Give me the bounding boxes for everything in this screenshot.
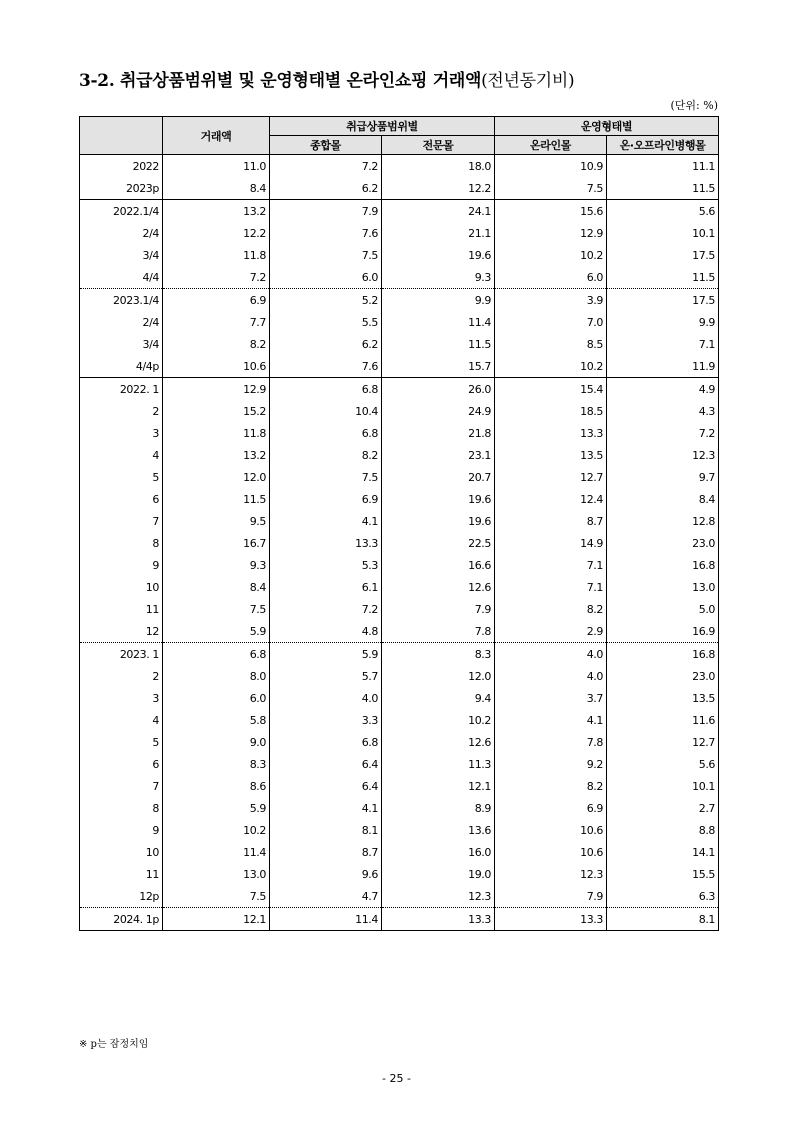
cell-total: 13.0 (163, 863, 270, 885)
cell-online: 8.2 (495, 775, 607, 797)
cell-period: 9 (80, 554, 163, 576)
table-row (80, 333, 719, 355)
cell-period: 2022. 1 (80, 378, 163, 401)
cell-on-offline: 12.3 (607, 444, 719, 466)
cell-specialty: 16.0 (382, 841, 495, 863)
cell-general: 5.9 (270, 643, 382, 666)
cell-total: 7.2 (163, 266, 270, 289)
cell-on-offline: 6.3 (607, 885, 719, 908)
table-row (80, 620, 719, 643)
table-row (80, 466, 719, 488)
cell-general: 7.5 (270, 244, 382, 266)
cell-on-offline: 12.7 (607, 731, 719, 753)
cell-general: 6.8 (270, 378, 382, 401)
cell-on-offline: 10.1 (607, 775, 719, 797)
cell-general: 7.2 (270, 598, 382, 620)
cell-on-offline: 9.9 (607, 311, 719, 333)
cell-general: 5.5 (270, 311, 382, 333)
cell-total: 11.8 (163, 244, 270, 266)
cell-period: 2/4 (80, 222, 163, 244)
cell-online: 2.9 (495, 620, 607, 643)
cell-period: 7 (80, 775, 163, 797)
cell-online: 3.7 (495, 687, 607, 709)
title-sub: (전년동기비) (481, 71, 575, 91)
cell-online: 10.9 (495, 155, 607, 178)
cell-online: 3.9 (495, 289, 607, 312)
table-row (80, 532, 719, 554)
data-table (79, 116, 719, 931)
cell-on-offline: 16.9 (607, 620, 719, 643)
cell-online: 7.0 (495, 311, 607, 333)
cell-total: 10.2 (163, 819, 270, 841)
cell-general: 4.1 (270, 797, 382, 819)
cell-specialty: 7.9 (382, 598, 495, 620)
cell-specialty: 8.3 (382, 643, 495, 666)
table-row (80, 200, 719, 223)
cell-online: 4.0 (495, 665, 607, 687)
cell-on-offline: 7.1 (607, 333, 719, 355)
cell-period: 10 (80, 841, 163, 863)
cell-on-offline: 4.9 (607, 378, 719, 401)
cell-general: 3.3 (270, 709, 382, 731)
cell-total: 8.6 (163, 775, 270, 797)
cell-general: 4.7 (270, 885, 382, 908)
table-row (80, 510, 719, 532)
cell-period: 2022 (80, 155, 163, 178)
cell-online: 7.5 (495, 177, 607, 200)
cell-specialty: 9.3 (382, 266, 495, 289)
header-operation-group: 운영형태별 (495, 117, 719, 136)
cell-specialty: 9.4 (382, 687, 495, 709)
table-row (80, 643, 719, 666)
cell-on-offline: 8.4 (607, 488, 719, 510)
cell-total: 10.6 (163, 355, 270, 378)
cell-on-offline: 13.0 (607, 576, 719, 598)
cell-general: 7.6 (270, 355, 382, 378)
cell-period: 12 (80, 620, 163, 643)
cell-online: 9.2 (495, 753, 607, 775)
cell-specialty: 8.9 (382, 797, 495, 819)
cell-general: 6.2 (270, 177, 382, 200)
cell-specialty: 12.2 (382, 177, 495, 200)
cell-total: 13.2 (163, 444, 270, 466)
header-online: 온라인몰 (495, 136, 607, 155)
cell-online: 10.6 (495, 841, 607, 863)
header-on-offline: 온·오프라인병행몰 (607, 136, 719, 155)
cell-period: 3 (80, 422, 163, 444)
cell-period: 5 (80, 466, 163, 488)
cell-specialty: 9.9 (382, 289, 495, 312)
cell-specialty: 12.6 (382, 731, 495, 753)
table-row (80, 687, 719, 709)
header-period (80, 117, 163, 155)
cell-total: 5.8 (163, 709, 270, 731)
cell-on-offline: 14.1 (607, 841, 719, 863)
table-row (80, 444, 719, 466)
cell-on-offline: 16.8 (607, 643, 719, 666)
table-row (80, 775, 719, 797)
cell-specialty: 12.6 (382, 576, 495, 598)
cell-on-offline: 11.5 (607, 177, 719, 200)
cell-specialty: 19.0 (382, 863, 495, 885)
cell-total: 12.9 (163, 378, 270, 401)
cell-period: 3/4 (80, 333, 163, 355)
table-row (80, 244, 719, 266)
cell-total: 12.1 (163, 908, 270, 931)
cell-on-offline: 8.8 (607, 819, 719, 841)
cell-total: 11.5 (163, 488, 270, 510)
cell-online: 10.6 (495, 819, 607, 841)
cell-total: 5.9 (163, 620, 270, 643)
cell-online: 4.0 (495, 643, 607, 666)
cell-total: 5.9 (163, 797, 270, 819)
cell-on-offline: 15.5 (607, 863, 719, 885)
table-row (80, 908, 719, 931)
cell-online: 10.2 (495, 244, 607, 266)
cell-specialty: 20.7 (382, 466, 495, 488)
cell-on-offline: 4.3 (607, 400, 719, 422)
cell-on-offline: 17.5 (607, 289, 719, 312)
cell-online: 13.3 (495, 422, 607, 444)
cell-on-offline: 16.8 (607, 554, 719, 576)
cell-online: 4.1 (495, 709, 607, 731)
cell-general: 9.6 (270, 863, 382, 885)
cell-general: 5.2 (270, 289, 382, 312)
cell-total: 11.4 (163, 841, 270, 863)
cell-period: 11 (80, 598, 163, 620)
cell-on-offline: 11.6 (607, 709, 719, 731)
cell-total: 9.5 (163, 510, 270, 532)
cell-general: 7.2 (270, 155, 382, 178)
header-specialty: 전문몰 (382, 136, 495, 155)
cell-online: 6.0 (495, 266, 607, 289)
cell-total: 11.0 (163, 155, 270, 178)
title-main: 3-2. 취급상품범위별 및 운영형태별 온라인쇼핑 거래액 (79, 71, 482, 91)
cell-general: 4.0 (270, 687, 382, 709)
cell-total: 11.8 (163, 422, 270, 444)
cell-specialty: 23.1 (382, 444, 495, 466)
cell-total: 7.7 (163, 311, 270, 333)
table-row (80, 488, 719, 510)
cell-online: 13.5 (495, 444, 607, 466)
table-row (80, 155, 719, 178)
table-row (80, 819, 719, 841)
cell-total: 8.4 (163, 576, 270, 598)
table-row (80, 422, 719, 444)
cell-period: 5 (80, 731, 163, 753)
cell-on-offline: 7.2 (607, 422, 719, 444)
header-general: 종합몰 (270, 136, 382, 155)
table-row (80, 885, 719, 908)
table-row (80, 576, 719, 598)
cell-period: 6 (80, 753, 163, 775)
cell-general: 5.7 (270, 665, 382, 687)
cell-specialty: 10.2 (382, 709, 495, 731)
cell-total: 8.0 (163, 665, 270, 687)
table-row (80, 709, 719, 731)
cell-online: 8.5 (495, 333, 607, 355)
table-title (79, 66, 574, 91)
cell-total: 16.7 (163, 532, 270, 554)
cell-general: 11.4 (270, 908, 382, 931)
cell-general: 6.8 (270, 422, 382, 444)
cell-specialty: 12.3 (382, 885, 495, 908)
cell-general: 6.9 (270, 488, 382, 510)
cell-period: 2 (80, 400, 163, 422)
cell-total: 7.5 (163, 885, 270, 908)
cell-period: 2023. 1 (80, 643, 163, 666)
table-row (80, 665, 719, 687)
cell-general: 8.2 (270, 444, 382, 466)
cell-specialty: 19.6 (382, 488, 495, 510)
cell-specialty: 21.1 (382, 222, 495, 244)
cell-general: 7.5 (270, 466, 382, 488)
cell-general: 10.4 (270, 400, 382, 422)
cell-total: 6.0 (163, 687, 270, 709)
cell-specialty: 26.0 (382, 378, 495, 401)
cell-general: 8.1 (270, 819, 382, 841)
cell-specialty: 11.4 (382, 311, 495, 333)
cell-period: 4 (80, 444, 163, 466)
table-row (80, 863, 719, 885)
cell-total: 8.2 (163, 333, 270, 355)
cell-total: 7.5 (163, 598, 270, 620)
cell-period: 4/4p (80, 355, 163, 378)
page-number: - 25 - (382, 1072, 411, 1085)
cell-on-offline: 11.5 (607, 266, 719, 289)
cell-on-offline: 8.1 (607, 908, 719, 931)
cell-period: 2/4 (80, 311, 163, 333)
cell-total: 13.2 (163, 200, 270, 223)
cell-online: 7.8 (495, 731, 607, 753)
cell-on-offline: 5.6 (607, 200, 719, 223)
cell-online: 18.5 (495, 400, 607, 422)
cell-on-offline: 23.0 (607, 665, 719, 687)
cell-on-offline: 11.1 (607, 155, 719, 178)
cell-period: 6 (80, 488, 163, 510)
cell-online: 12.4 (495, 488, 607, 510)
cell-general: 6.2 (270, 333, 382, 355)
cell-on-offline: 12.8 (607, 510, 719, 532)
cell-general: 6.1 (270, 576, 382, 598)
table-row (80, 797, 719, 819)
cell-specialty: 15.7 (382, 355, 495, 378)
cell-on-offline: 10.1 (607, 222, 719, 244)
cell-general: 13.3 (270, 532, 382, 554)
cell-general: 7.6 (270, 222, 382, 244)
cell-on-offline: 5.6 (607, 753, 719, 775)
table-row (80, 378, 719, 401)
cell-period: 4 (80, 709, 163, 731)
table-row (80, 731, 719, 753)
table-row (80, 355, 719, 378)
table-row (80, 289, 719, 312)
cell-online: 14.9 (495, 532, 607, 554)
cell-period: 9 (80, 819, 163, 841)
cell-on-offline: 23.0 (607, 532, 719, 554)
cell-online: 10.2 (495, 355, 607, 378)
cell-specialty: 11.5 (382, 333, 495, 355)
header-product-group: 취급상품범위별 (270, 117, 495, 136)
cell-period: 8 (80, 797, 163, 819)
cell-online: 15.6 (495, 200, 607, 223)
cell-total: 9.3 (163, 554, 270, 576)
cell-general: 6.4 (270, 753, 382, 775)
unit-label: (단위: %) (670, 99, 718, 112)
cell-online: 7.1 (495, 554, 607, 576)
cell-specialty: 11.3 (382, 753, 495, 775)
cell-period: 2024. 1p (80, 908, 163, 931)
cell-total: 6.8 (163, 643, 270, 666)
cell-specialty: 24.9 (382, 400, 495, 422)
cell-specialty: 19.6 (382, 244, 495, 266)
cell-period: 3 (80, 687, 163, 709)
cell-on-offline: 9.7 (607, 466, 719, 488)
table-row (80, 177, 719, 200)
cell-online: 12.9 (495, 222, 607, 244)
cell-specialty: 16.6 (382, 554, 495, 576)
table-row (80, 400, 719, 422)
cell-general: 8.7 (270, 841, 382, 863)
cell-specialty: 7.8 (382, 620, 495, 643)
cell-online: 13.3 (495, 908, 607, 931)
cell-period: 3/4 (80, 244, 163, 266)
cell-total: 12.2 (163, 222, 270, 244)
cell-on-offline: 5.0 (607, 598, 719, 620)
cell-online: 15.4 (495, 378, 607, 401)
footnote: ※ p는 잠정치임 (79, 1039, 149, 1050)
cell-general: 6.8 (270, 731, 382, 753)
cell-online: 7.1 (495, 576, 607, 598)
cell-online: 12.3 (495, 863, 607, 885)
header-total: 거래액 (163, 117, 270, 155)
cell-period: 2 (80, 665, 163, 687)
cell-total: 8.3 (163, 753, 270, 775)
table-row (80, 598, 719, 620)
cell-online: 6.9 (495, 797, 607, 819)
cell-on-offline: 13.5 (607, 687, 719, 709)
cell-general: 4.1 (270, 510, 382, 532)
cell-period: 2023.1/4 (80, 289, 163, 312)
cell-specialty: 24.1 (382, 200, 495, 223)
cell-specialty: 13.3 (382, 908, 495, 931)
cell-specialty: 18.0 (382, 155, 495, 178)
cell-period: 8 (80, 532, 163, 554)
cell-period: 2023p (80, 177, 163, 200)
cell-period: 2022.1/4 (80, 200, 163, 223)
table-row (80, 841, 719, 863)
cell-specialty: 12.1 (382, 775, 495, 797)
cell-total: 6.9 (163, 289, 270, 312)
table-row (80, 311, 719, 333)
table-body (80, 155, 719, 931)
cell-general: 6.0 (270, 266, 382, 289)
cell-specialty: 21.8 (382, 422, 495, 444)
cell-general: 7.9 (270, 200, 382, 223)
cell-on-offline: 17.5 (607, 244, 719, 266)
cell-specialty: 12.0 (382, 665, 495, 687)
cell-online: 12.7 (495, 466, 607, 488)
cell-total: 12.0 (163, 466, 270, 488)
cell-general: 4.8 (270, 620, 382, 643)
cell-period: 10 (80, 576, 163, 598)
cell-online: 7.9 (495, 885, 607, 908)
cell-general: 6.4 (270, 775, 382, 797)
cell-total: 8.4 (163, 177, 270, 200)
table-row (80, 753, 719, 775)
cell-period: 11 (80, 863, 163, 885)
cell-specialty: 19.6 (382, 510, 495, 532)
cell-on-offline: 11.9 (607, 355, 719, 378)
cell-general: 5.3 (270, 554, 382, 576)
cell-specialty: 13.6 (382, 819, 495, 841)
table-row (80, 266, 719, 289)
cell-online: 8.2 (495, 598, 607, 620)
table-row (80, 222, 719, 244)
cell-on-offline: 2.7 (607, 797, 719, 819)
cell-period: 7 (80, 510, 163, 532)
cell-online: 8.7 (495, 510, 607, 532)
cell-specialty: 22.5 (382, 532, 495, 554)
cell-period: 12p (80, 885, 163, 908)
cell-period: 4/4 (80, 266, 163, 289)
table-row (80, 554, 719, 576)
cell-total: 15.2 (163, 400, 270, 422)
cell-total: 9.0 (163, 731, 270, 753)
